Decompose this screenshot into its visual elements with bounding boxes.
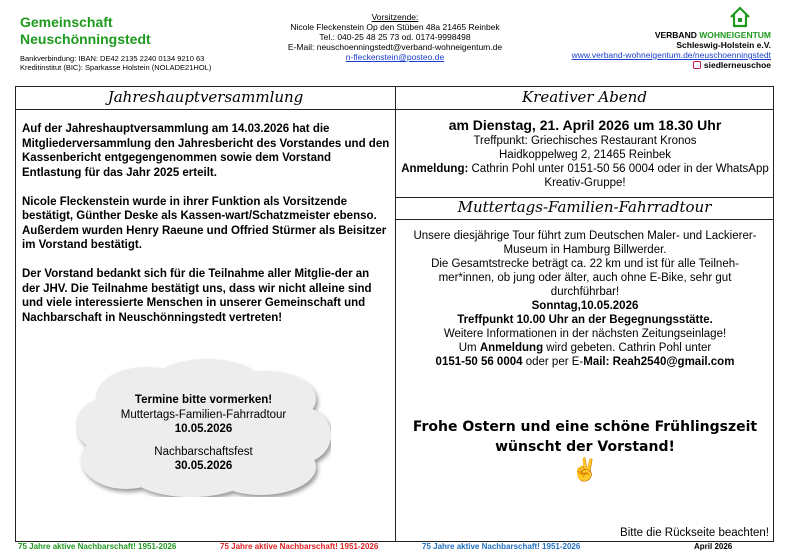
instagram-handle[interactable] (541, 60, 771, 70)
brand-region: Schleswig-Holstein e.V. (676, 40, 771, 50)
kreativ-details (398, 117, 772, 190)
kreativ-reg-text: Cathrin Pohl unter 0151-50 56 0004 oder in der WhatsApp Kreativ-Gruppe! (468, 163, 769, 189)
kreativ-meetpoint: Treffpunkt: Griechisches Restaurant Kronos (473, 135, 697, 147)
house-logo-icon (729, 6, 751, 28)
footer-month: April 2026 (694, 542, 733, 551)
jhv-paragraph-3: Der Vorstand bedankt sich für die Teilnahme aller Mitglie-der an der JHV. Die Teilnahme bestätigt uns, dass wir nicht alleine sind und viele interessierte Menschen in unserer Gemeinschaft und Nachbarschaft in Neuschönningstedt vertreten! (22, 268, 372, 324)
tour-info: Weitere Informationen in der nächsten Zeitungseinlage! (443, 328, 727, 340)
tour-email: Mail: Reah2540@gmail.com (583, 356, 735, 368)
section-title-tour: Muttertags-Familien-Fahrradtour (457, 198, 712, 216)
jhv-report (22, 122, 390, 340)
title-rule (16, 109, 773, 110)
chair-phone: Tel.: 040-25 48 25 73 od. 0174-9998498 (319, 32, 471, 42)
section-title-jhv: Jahreshauptversammlung (107, 88, 304, 106)
column-divider (395, 87, 396, 541)
jhv-paragraph-2a: Nicole Fleckenstein wurde in ihrer Funktion als Vorsitzende bestätigt, Günther Deske als Kassen-wart/Schatzmeister ebenso. (22, 195, 377, 222)
tour-reg-pre: Um (458, 342, 480, 354)
brand-website-link[interactable]: www.verband-wohneigentum.de/neuschoenningstedt (571, 50, 771, 60)
tour-distance: Die Gesamtstrecke beträgt ca. 22 km und ist für alle Teilneh-mer*innen, ob jung oder älter, auch ohne E-Bike, sehr gut durchführbar! (431, 258, 739, 298)
tour-destination: Unsere diesjährige Tour führt zum Deutschen Maler- und Lackierer-Museum in Hamburg Billwerder. (413, 230, 757, 256)
instagram-icon (693, 61, 701, 69)
back-page-note: Bitte die Rückseite beachten! (620, 527, 769, 539)
tour-phone: 0151-50 56 0004 (435, 356, 523, 368)
date-value-2: 30.05.2026 (174, 460, 233, 472)
greeting-block (398, 417, 772, 482)
bank-details (20, 54, 270, 72)
kreativ-date: am Dienstag, 21. April 2026 um 18.30 Uhr (448, 117, 722, 133)
footer-slogan-red: 75 Jahre aktive Nachbarschaft! 1951-2026 (220, 542, 379, 551)
content-frame (15, 86, 774, 542)
jhv-paragraph-2b: Außerdem wurden Henry Raeune und Offried Stürmer als Beisitzer im Vorstand bestätigt. (22, 224, 387, 251)
dates-cloud (76, 357, 331, 497)
header-brand (541, 6, 771, 70)
tour-reg-bold: Anmeldung (479, 342, 544, 354)
bank-bic: Kreditinstitut (BIC): Sparkasse Holstein (NOLADE21HOL) (20, 63, 212, 72)
date-event-2: Nachbarschaftsfest (154, 445, 253, 458)
brand-name-a: VERBAND (654, 30, 700, 40)
chair-label: Vorsitzende: (371, 12, 419, 22)
chair-email-link[interactable]: n-fleckenstein@posteo.de (345, 52, 445, 62)
tour-meetpoint: Treffpunkt 10.00 Uhr an der Begegnungsstätte. (457, 314, 713, 326)
tour-or-mail: oder per E- (522, 356, 584, 368)
tour-title-rule (396, 219, 773, 220)
kreativ-address: Haidkoppelweg 2, 21465 Reinbek (499, 149, 671, 161)
tour-reg-post: wird gebeten. Cathrin Pohl unter (543, 342, 712, 354)
tour-registration (412, 341, 758, 355)
tour-date: Sonntag,10.05.2026 (531, 300, 639, 312)
org-name-line2: Neuschönningstedt (20, 31, 151, 47)
org-name-line1: Gemeinschaft (20, 14, 113, 30)
kreativ-reg-label: Anmeldung: (401, 163, 469, 175)
brand-name-b: WOHNEIGENTUM (699, 30, 771, 40)
chair-club-email: E-Mail: neuschoenningstedt@verband-wohneigentum.de (287, 42, 503, 52)
date-event-1: Muttertags-Familien-Fahrradtour (120, 408, 287, 421)
chair-address: Nicole Fleckenstein Op den Stüben 48a 21465 Reinbek (290, 22, 500, 32)
brand-name (541, 30, 771, 40)
bank-iban: Bankverbindung: IBAN: DE42 2135 2240 0134 9210 63 (20, 54, 205, 63)
jhv-paragraph-1: Auf der Jahreshauptversammlung am 14.03.2026 hat die Mitgliederversammlung den Jahresbericht des Vorstandes und den Kassenbericht entgegengenommen sowie dem Vorstand Entlastung für das Jahr 2025 erteilt. (22, 123, 390, 179)
kreativ-registration (398, 162, 772, 190)
dates-list (76, 393, 331, 474)
section-title-kreativ: Kreativer Abend (522, 88, 647, 106)
victory-hand-icon: ✌ (571, 457, 599, 482)
header-organization (20, 14, 270, 72)
tour-details (398, 229, 772, 369)
footer-slogan-blue: 75 Jahre aktive Nachbarschaft! 1951-2026 (422, 542, 581, 551)
instagram-label: siedlerneuschoe (703, 60, 771, 70)
easter-greeting: Frohe Ostern und eine schöne Frühlingszeit wünscht der Vorstand! (412, 419, 758, 455)
dates-heading: Termine bitte vormerken! (134, 394, 273, 406)
header-chair-contact (250, 12, 540, 62)
tour-contact (412, 355, 758, 369)
footer-slogan-green: 75 Jahre aktive Nachbarschaft! 1951-2026 (18, 542, 177, 551)
date-value-1: 10.05.2026 (174, 423, 233, 435)
